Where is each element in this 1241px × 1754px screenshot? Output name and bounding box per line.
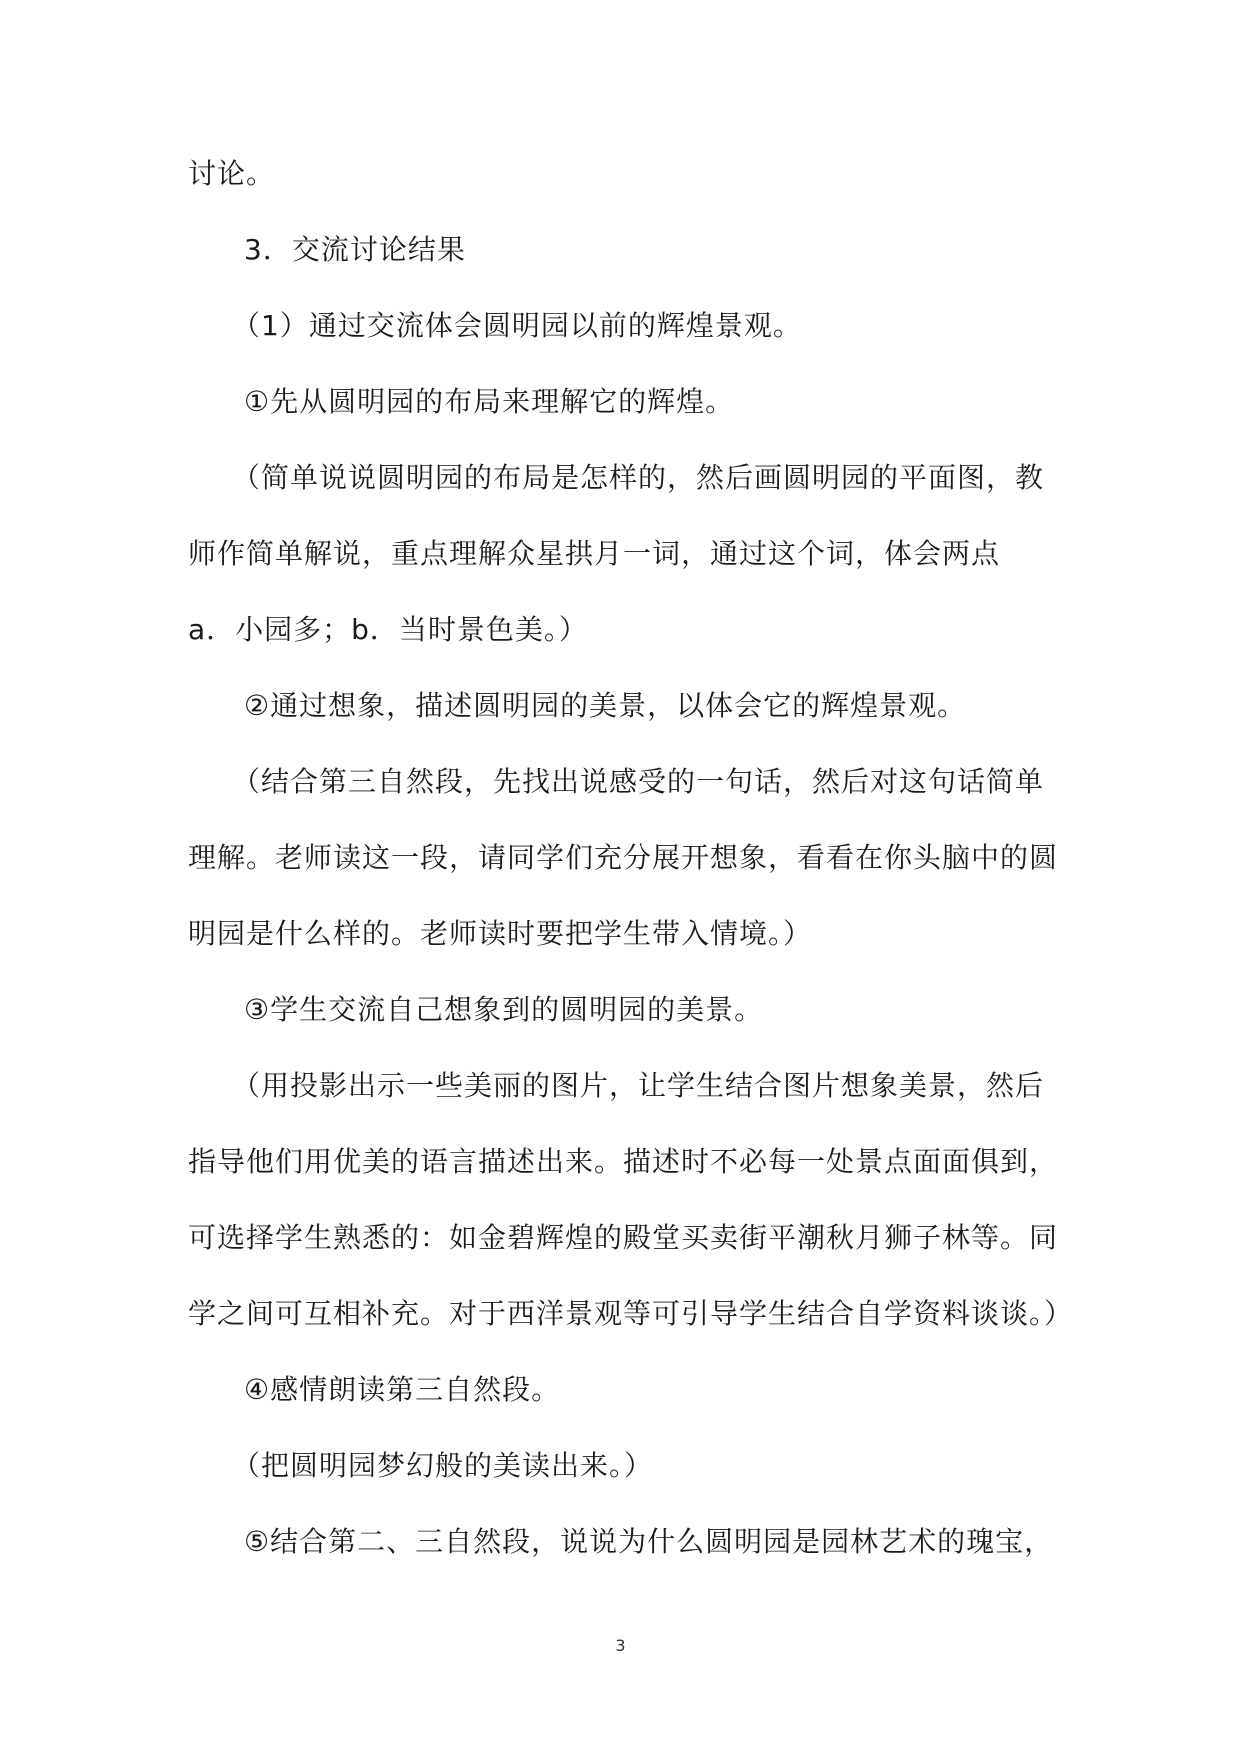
text-line: ③学生交流自己想象到的圆明园的美景。: [244, 993, 764, 1026]
page-number: 3: [615, 1636, 626, 1655]
subsection-heading: （1）通过交流体会圆明园以前的辉煌景观。: [232, 309, 802, 342]
text-line: 可选择学生熟悉的：如金碧辉煌的殿堂买卖街平潮秋月狮子林等。同: [188, 1221, 1059, 1254]
text-line: 学之间可互相补充。对于西洋景观等可引导学生结合自学资料谈谈。）: [188, 1297, 1074, 1330]
text-line: 理解。老师读这一段，请同学们充分展开想象，看看在你头脑中的圆: [188, 841, 1059, 874]
text-line: 讨论。: [188, 157, 276, 190]
text-line: ④感情朗读第三自然段。: [244, 1373, 561, 1406]
text-line: （用投影出示一些美丽的图片，让学生结合图片想象美景，然后: [232, 1069, 1045, 1102]
text-line: （结合第三自然段，先找出说感受的一句话，然后对这句话简单: [232, 765, 1045, 798]
section-heading: 3．交流讨论结果: [244, 233, 466, 266]
text-line: ⑤结合第二、三自然段，说说为什么圆明园是园林艺术的瑰宝，: [244, 1525, 1054, 1558]
text-line: ②通过想象，描述圆明园的美景，以体会它的辉煌景观。: [244, 689, 967, 722]
text-line: （简单说说圆明园的布局是怎样的，然后画圆明园的平面图，教: [232, 461, 1045, 494]
text-line: ①先从圆明园的布局来理解它的辉煌。: [244, 385, 735, 418]
text-line: 指导他们用优美的语言描述出来。描述时不必每一处景点面面俱到，: [188, 1145, 1059, 1178]
text-line: a．小园多；b．当时景色美。）: [188, 613, 588, 646]
text-line: 明园是什么样的。老师读时要把学生带入情境。）: [188, 917, 813, 950]
text-line: 师作简单解说，重点理解众星拱月一词，通过这个词，体会两点: [188, 537, 1001, 570]
text-line: （把圆明园梦幻般的美读出来。）: [232, 1449, 654, 1482]
page-body: [188, 144, 1074, 1588]
